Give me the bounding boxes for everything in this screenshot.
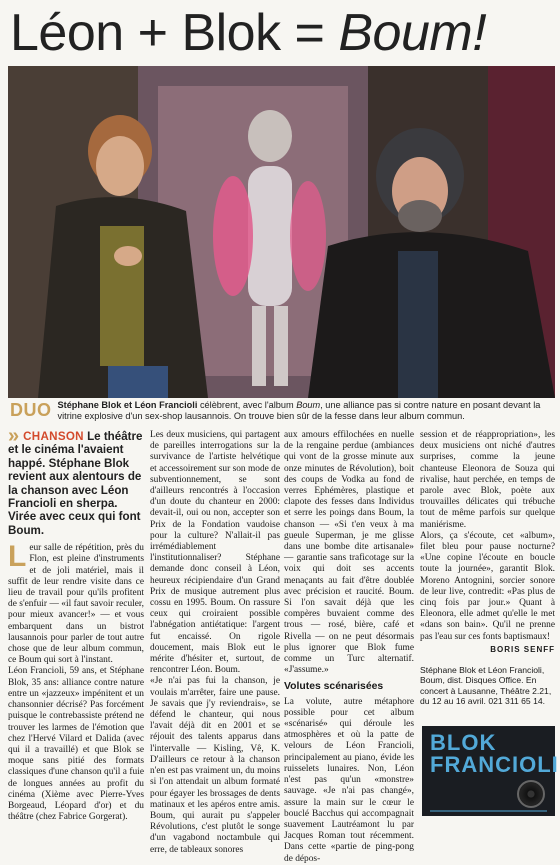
paragraph-6: La volute, autre métaphore possible pour cet album «scénarisé» qui déroule les atmosphères et où la patte de velours de Léon Francioli, principalement au piano, évide les ruisselets lunaires. Non, Léon n'est pas qu'un «monstre» sauvage. «Je n'ai pas changé», assure la main sur le cœur le bouclé Bacchus qui accompagnait suavement Lautréamont lu par Jacques Roman tout récemment. Dans cette «partie de ping-pong de dépos- <box>284 696 414 864</box>
paragraph-1 <box>8 540 144 666</box>
standfirst <box>8 425 144 537</box>
column-2 <box>150 430 280 856</box>
caption-album: Boum <box>296 400 321 410</box>
caption-names: Stéphane Blok et Léon Francioli <box>57 400 198 410</box>
caption-text-a: célèbrent, avec l'album <box>197 400 297 410</box>
paragraph-4: «Je n'ai pas fui la chanson, je voulais m'arrêter, faire une pause. Je savais que j'y reviendrais», se défend le chanteur, qui nous l'avait déjà dit en 2001 et se réjouit des talents apparus dans l'intervalle — Kisling, Vê, K. D'ailleurs ce retour à la chanson n'en est pas vraiment un, du moins si l'on attendait un album formaté pour égayer les brossages de dents matinaux et les apéros entre amis. Boum, qui aurait pu s'appeler Révolutions, c'est plutôt le songe d'un vagabond noctambule qui erre, de tableaux sonores <box>150 676 280 855</box>
photo-illustration <box>8 66 555 398</box>
paragraph-2: Léon Francioli, 59 ans, et Stéphane Blok, 35 ans: alliance contre nature entre un «jazzeux» impénitent et un chansonnier décrisé? Pas forcément puisque le contrebassiste prétend ne trouver les larmes de l'émotion que chez l'Hervé Vilard et Dalida (avec qui il a travaillé) et que Blok se moque sans pitié des formats classiques d'une chanson qu'il a fuie de longues années au profit du cinéma (Xième avec Pierre-Yves Borgeaud, Léopard d'or) et du théâtre (chez Fabrice Gorgerat). <box>8 666 144 823</box>
main-photo <box>8 66 555 398</box>
caption-label: DUO <box>10 400 52 420</box>
album-cover-line1: BLOK <box>430 730 497 755</box>
standfirst-end: . <box>40 523 45 537</box>
subheading: Volutes scénarisées <box>284 681 384 693</box>
album-cover-image <box>422 726 559 816</box>
column-3 <box>284 430 414 865</box>
column-4 <box>420 430 555 707</box>
standfirst-text: Le théâtre et le cinéma l'avaient happé. Stéphane Blok revient aux alentours de la chanson avec Léon Francioli en sherpa. Virée avec ceux qui font <box>8 430 143 524</box>
headline <box>10 2 555 64</box>
paragraph-8: Alors, ça s'écoute, cet «album», filet bleu pour pause nocturne? «Une copine l'écoute en boucle toute la journée», garantit Blok. Moreno Antognini, sorcier sonore de leur live, contredit: «Pas plus de cinq fois par jour.» Quant à Eleonora, elle admet qu'elle le met «dans son bain». Qu'il ne prenne pas l'eau sur ces fonts baptismaux! <box>420 530 555 642</box>
paragraph-1-text: eur salle de répétition, près du Flon, est pleine d'instruments et de joli matériel, mais il suffit de leur rendre visite dans ce lieu de travail pour qu'ils profitent de s'enfuir — «il faut savoir reculer, pour mieux avancer!» — et vous embarquent dans un bistrot lausannois pour parler de tout autre chose que de leur album commun, ce Boum qui sort à l'instant. <box>8 543 144 666</box>
chevron-icon: » <box>8 425 20 447</box>
column-1 <box>8 425 144 823</box>
paragraph-7: session et de réappropriation», les deux musiciens ont niché d'autres surprises, comme la jeune chanteuse Eleonora de Souza qui rivalise, haut perchée, en temps de parole avec Blok, poète aux trouvailles délicates qui trébuche tout de même parfois sur quelque maniérisme. <box>420 430 555 530</box>
caption-text-b: , une alliance pas si contre nature en posant devant la vitrine explosive d'un sex-shop lausannois. On trouve bien sûr de la fesse dans leur album commun. <box>57 400 541 421</box>
photo-caption <box>10 400 555 422</box>
album-cover-line2: FRANCIOLI <box>430 752 559 777</box>
drop-cap: L <box>8 540 27 574</box>
concert-info: Stéphane Blok et Léon Francioli, Boum, dist. Disques Office. En concert à Lausanne, Théâtre 2.21, du 12 au 16 avril. 021 311 65 14. <box>420 665 552 707</box>
headline-exclamation: ! <box>472 4 487 62</box>
rubric-label: CHANSON <box>23 430 84 443</box>
standfirst-album: Boum <box>8 523 41 537</box>
paragraph-5: aux amours effilochées en nuelle de la rengaine perdue (ambiances qui vont de la grosse minute aux onze minutes de Révolution), boit des coups de Vodka au fond de verres Ephémères, plastique et clapote des fesses dans Individus et serre les poings dans Boum, la chanson — «Si t'en veux à ma gueule Superman, je me glisse dans une bombe dite artisanale» — garantie sans traficotage sur la voix qui doit ses accents menaçants au fait d'être doublée avec précision et raucité. Boum. Si l'on savait déjà que les compères buvaient comme des trous — rosé, bière, café et Rivella — on ne peut désormais plus ignorer que Blok fume comme un Turc alternatif. «J'assume.» <box>284 430 414 676</box>
headline-album-title: Boum <box>338 4 473 62</box>
disc-icon <box>517 780 545 808</box>
headline-part1: Léon + Blok = <box>10 4 339 62</box>
author-signature: BORIS SENFF <box>490 644 555 654</box>
paragraph-3: Les deux musiciens, qui partagent de pareilles interrogations sur la survivance de l'artiste helvétique et accessoirement sur son mode de subventionnement, se sont d'ailleurs rencontrés à l'occasion d'un doute du chanteur en 2000: devait-il, oui ou non, accepter son Prix de la Fondation vaudoise pour la culture? N'allait-il pas irrémédiablement l'institutionnaliser? Stéphane demande donc conseil à Léon, heureux récipiendaire d'un Grand Prix de musique autrement plus cossu en 1995. Boum. On rassure ceux qui croiraient possible l'abnégation antiétatique: l'argent fut encaissé. On rigole doucement, mais Blok eut le mérite d'hésiter et, surtout, de rencontrer Léon. Boum. <box>150 430 280 676</box>
album-cover-divider <box>430 810 547 812</box>
